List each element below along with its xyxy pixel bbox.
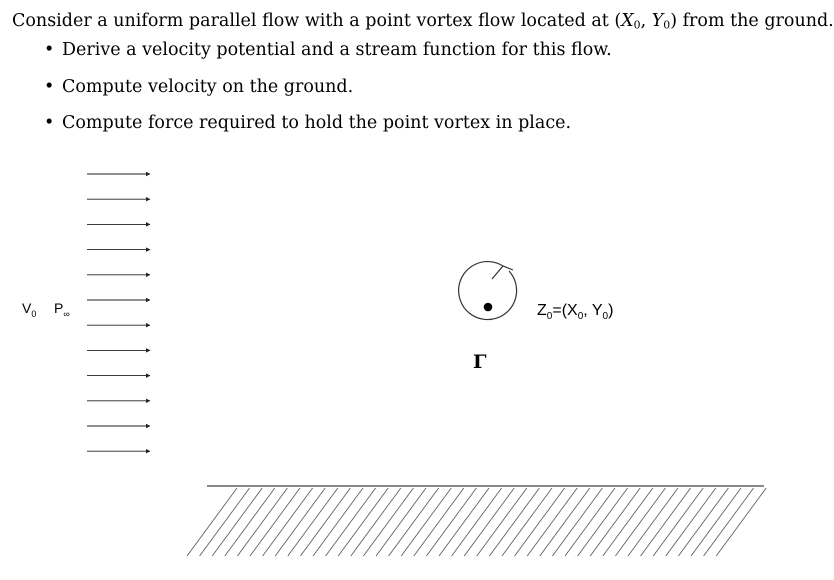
freestream-velocity-label: $V_0$ xyxy=(22,300,37,319)
hatch-line xyxy=(691,488,741,556)
x-subscript: 0 xyxy=(633,18,641,32)
hatch-line xyxy=(452,488,502,556)
hatch-line xyxy=(212,488,262,556)
freestream-pressure-label: $P_\infty$ xyxy=(54,300,70,319)
hatch-line xyxy=(666,488,716,556)
hatch-line xyxy=(678,488,728,556)
hatch-line xyxy=(401,488,451,556)
hatch-line xyxy=(527,488,577,556)
hatch-line xyxy=(502,488,552,556)
hatch-line xyxy=(300,488,350,556)
hatch-line xyxy=(263,488,313,556)
hatch-line xyxy=(628,488,678,556)
task-item-potential: • Derive a velocity potential and a stream function for this flow. xyxy=(62,39,782,62)
hatch-line xyxy=(439,488,489,556)
intro-before: Consider a uniform parallel flow with a point vortex flow located at ( xyxy=(12,11,622,31)
hatch-line xyxy=(590,488,640,556)
hatch-line xyxy=(200,488,250,556)
hatch-line xyxy=(603,488,653,556)
hatch-line xyxy=(489,488,539,556)
hatch-line xyxy=(275,488,325,556)
hatch-line xyxy=(615,488,665,556)
hatch-line xyxy=(326,488,376,556)
hatch-line xyxy=(426,488,476,556)
hatch-line xyxy=(313,488,363,556)
hatch-line xyxy=(653,488,703,556)
hatch-line xyxy=(464,488,514,556)
x-symbol: X xyxy=(621,11,634,31)
hatch-line xyxy=(716,488,766,556)
hatch-line xyxy=(565,488,615,556)
point-vortex xyxy=(459,262,517,320)
hatch-line xyxy=(641,488,691,556)
task-item-holding-force: • Compute force required to hold the point vortex in place. xyxy=(62,112,782,135)
hatch-line xyxy=(578,488,628,556)
hatch-line xyxy=(540,488,590,556)
hatch-line xyxy=(414,488,464,556)
hatch-line xyxy=(389,488,439,556)
hatch-line xyxy=(515,488,565,556)
hatch-line xyxy=(704,488,754,556)
hatch-line xyxy=(376,488,426,556)
vortex-center-dot xyxy=(484,303,493,312)
y-subscript: 0 xyxy=(663,18,671,32)
circulation-symbol: Γ xyxy=(473,351,487,373)
vortex-position-label: $Z_0=(X_0$, $Y_0$) xyxy=(537,302,614,322)
hatch-line xyxy=(250,488,300,556)
y-symbol: Y xyxy=(651,11,664,31)
hatch-line xyxy=(477,488,527,556)
intro-after: ) from the ground. xyxy=(670,11,834,31)
hatch-line xyxy=(363,488,413,556)
hatch-line xyxy=(288,488,338,556)
coordinate-separator: , xyxy=(640,11,652,31)
uniform-flow-arrows xyxy=(87,174,150,451)
hatch-line xyxy=(338,488,388,556)
hatch-line xyxy=(237,488,287,556)
hatch-line xyxy=(187,488,237,556)
ground-hatching xyxy=(187,488,766,556)
hatch-line xyxy=(351,488,401,556)
hatch-line xyxy=(552,488,602,556)
hatch-line xyxy=(225,488,275,556)
task-item-ground-velocity: • Compute velocity on the ground. xyxy=(62,76,782,99)
